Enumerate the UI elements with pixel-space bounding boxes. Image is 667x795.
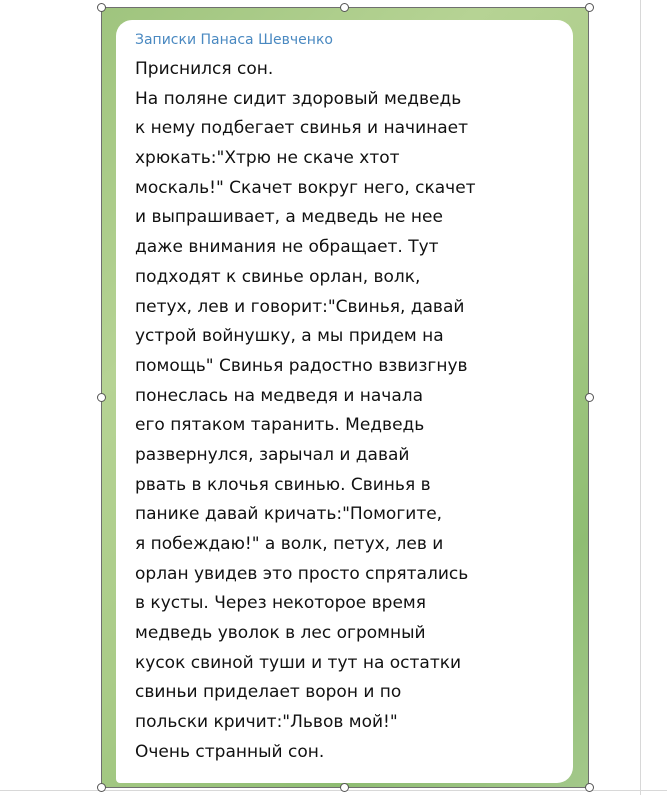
message-line: его пятаком таранить. Медведь: [135, 415, 425, 436]
embedded-screenshot[interactable]: [101, 7, 589, 788]
resize-handle-left[interactable]: [97, 393, 106, 402]
message-line: панике давай кричать:"Помогите,: [135, 504, 443, 525]
message-text: [135, 55, 559, 768]
message-line: Приснился сон.: [135, 59, 274, 79]
message-line: развернулся, зарычал и давай: [135, 444, 410, 465]
resize-handle-right[interactable]: [585, 393, 594, 402]
message-line: орлан увидев это просто спрятались: [135, 563, 469, 584]
resize-handle-top-right[interactable]: [585, 3, 594, 12]
message-line: я побеждаю!" а волк, петух, лев и: [135, 534, 444, 554]
message-line: даже внимания не обращает. Тут: [135, 237, 439, 258]
message-line: в кусты. Через некоторое время: [135, 593, 426, 614]
message-line: На поляне сидит здоровый медведь: [135, 88, 462, 109]
message-line: устрой войнушку, а мы придем на: [135, 326, 444, 347]
sender-name[interactable]: Записки Панаса Шевченко: [135, 32, 333, 48]
resize-handle-top[interactable]: [340, 3, 349, 12]
message-line: хрюкать:"Хтрю не скаче хтот: [135, 148, 400, 169]
message-line: москаль!" Скачет вокруг него, скачет: [135, 177, 476, 198]
message-line: Очень странный сон.: [135, 741, 325, 762]
message-bubble: [116, 20, 573, 783]
resize-handle-bottom[interactable]: [340, 783, 349, 792]
message-line: и выпрашивает, а медведь не нее: [135, 207, 443, 228]
message-line: к нему подбегает свинья и начинает: [135, 118, 469, 139]
message-line: свиньи приделает ворон и по: [135, 682, 402, 703]
document-edge: [640, 0, 641, 795]
resize-handle-bottom-right[interactable]: [585, 783, 594, 792]
message-line: медведь уволок в лес огромный: [135, 623, 426, 644]
message-line: рвать в клочья свинью. Свинья в: [135, 474, 431, 495]
resize-handle-top-left[interactable]: [97, 3, 106, 12]
message-line: понеслась на медведя и начала: [135, 385, 424, 406]
message-line: петух, лев и говорит:"Свинья, давай: [135, 296, 465, 317]
message-line: помощь" Свинья радостно взвизгнув: [135, 355, 468, 376]
message-line: подходят к свинье орлан, волк,: [135, 266, 421, 287]
message-line: польски кричит:"Львов мой!": [135, 712, 398, 733]
resize-handle-bottom-left[interactable]: [97, 783, 106, 792]
message-line: кусок свиной туши и тут на остатки: [135, 652, 462, 673]
